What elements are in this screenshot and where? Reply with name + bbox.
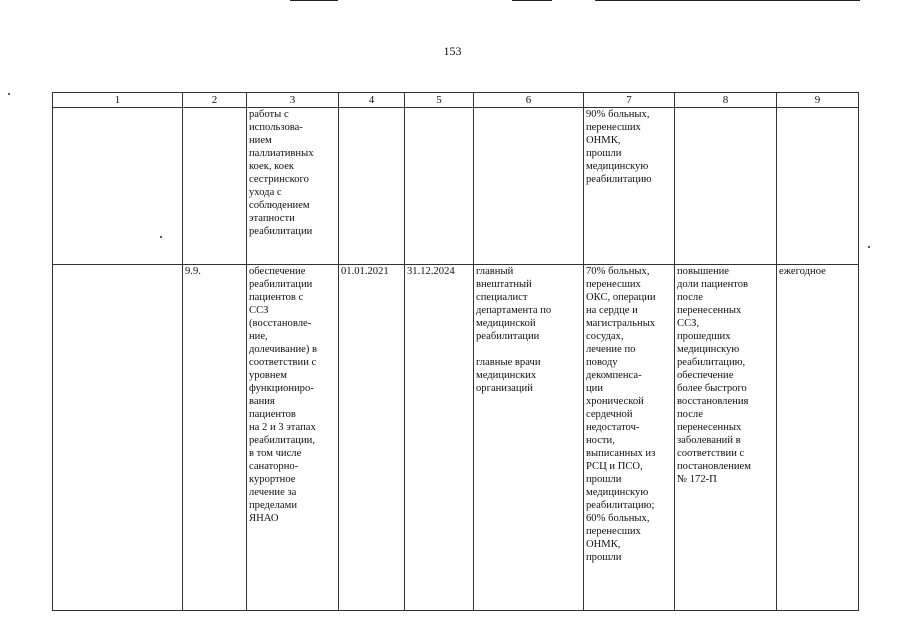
cell-text: 31.12.2024	[407, 266, 455, 277]
column-header-3: 3	[247, 93, 339, 108]
cell-responsible	[474, 108, 584, 265]
scan-speck	[8, 93, 10, 95]
cell-text: работы с использова- нием паллиативных коек, коек сестринского ухода с соблюдением этапности реабилитации	[249, 109, 314, 237]
cell-text: 9.9.	[185, 266, 201, 277]
cell-text: 90% больных, перенесших ОНМК, прошли медицинскую реабилитацию	[586, 109, 652, 185]
cell-measure	[247, 108, 339, 265]
table-header-row	[53, 93, 859, 108]
column-header-1: 1	[53, 93, 183, 108]
top-rule	[290, 0, 338, 1]
cell-text: обеспечение реабилитации пациентов с ССЗ (восстановле- ние, долечивание) в соответствии с уровнем функциониро- вания пациентов на 2 и 3 этапах реабилитации, в том числе санаторно- курортное лечение за пределами ЯНАО	[249, 266, 318, 524]
cell-frequency	[777, 108, 859, 265]
cell-text: повышение доли пациентов после перенесенных ССЗ, прошедших медицинскую реабилитацию, обеспечение более быстрого восстановления после перенесенных заболеваний в соответствии с постановлением № 172-П	[677, 266, 751, 485]
cell-start-date	[339, 265, 405, 611]
cell-text: 70% больных, перенесших ОКС, операции на сердце и магистральных сосудах, лечение по поводу декомпенса- ции хронической сердечной недостаточ- ности, выписанных из РСЦ и ПСО, прошли медицинскую реабилитацию; 60% больных, перенесших ОНМК, прошли	[586, 266, 656, 563]
top-rule	[595, 0, 860, 1]
column-header-7: 7	[584, 93, 675, 108]
cell-indicator	[584, 108, 675, 265]
page-number: 153	[443, 44, 462, 58]
top-rule	[512, 0, 552, 1]
cell-measure	[247, 265, 339, 611]
table-row	[53, 108, 859, 265]
cell-end-date	[405, 108, 474, 265]
column-header-2: 2	[183, 93, 247, 108]
column-header-4: 4	[339, 93, 405, 108]
column-header-5: 5	[405, 93, 474, 108]
cell-start-date	[339, 108, 405, 265]
cell-text: ежегодное	[779, 266, 826, 277]
cell-text: 01.01.2021	[341, 266, 389, 277]
cell-col1	[53, 108, 183, 265]
cell-indicator	[584, 265, 675, 611]
column-header-8: 8	[675, 93, 777, 108]
cell-result	[675, 108, 777, 265]
table-row	[53, 265, 859, 611]
cell-text: главный внештатный специалист департамента по медицинской реабилитации главные врачи медицинских организаций	[476, 266, 552, 394]
cell-col1	[53, 265, 183, 611]
cell-item-number	[183, 108, 247, 265]
scan-speck	[868, 246, 870, 248]
column-header-6: 6	[474, 93, 584, 108]
cell-result	[675, 265, 777, 611]
document-table	[52, 92, 859, 611]
column-header-9: 9	[777, 93, 859, 108]
cell-end-date	[405, 265, 474, 611]
cell-frequency	[777, 265, 859, 611]
cell-item-number	[183, 265, 247, 611]
cell-responsible	[474, 265, 584, 611]
